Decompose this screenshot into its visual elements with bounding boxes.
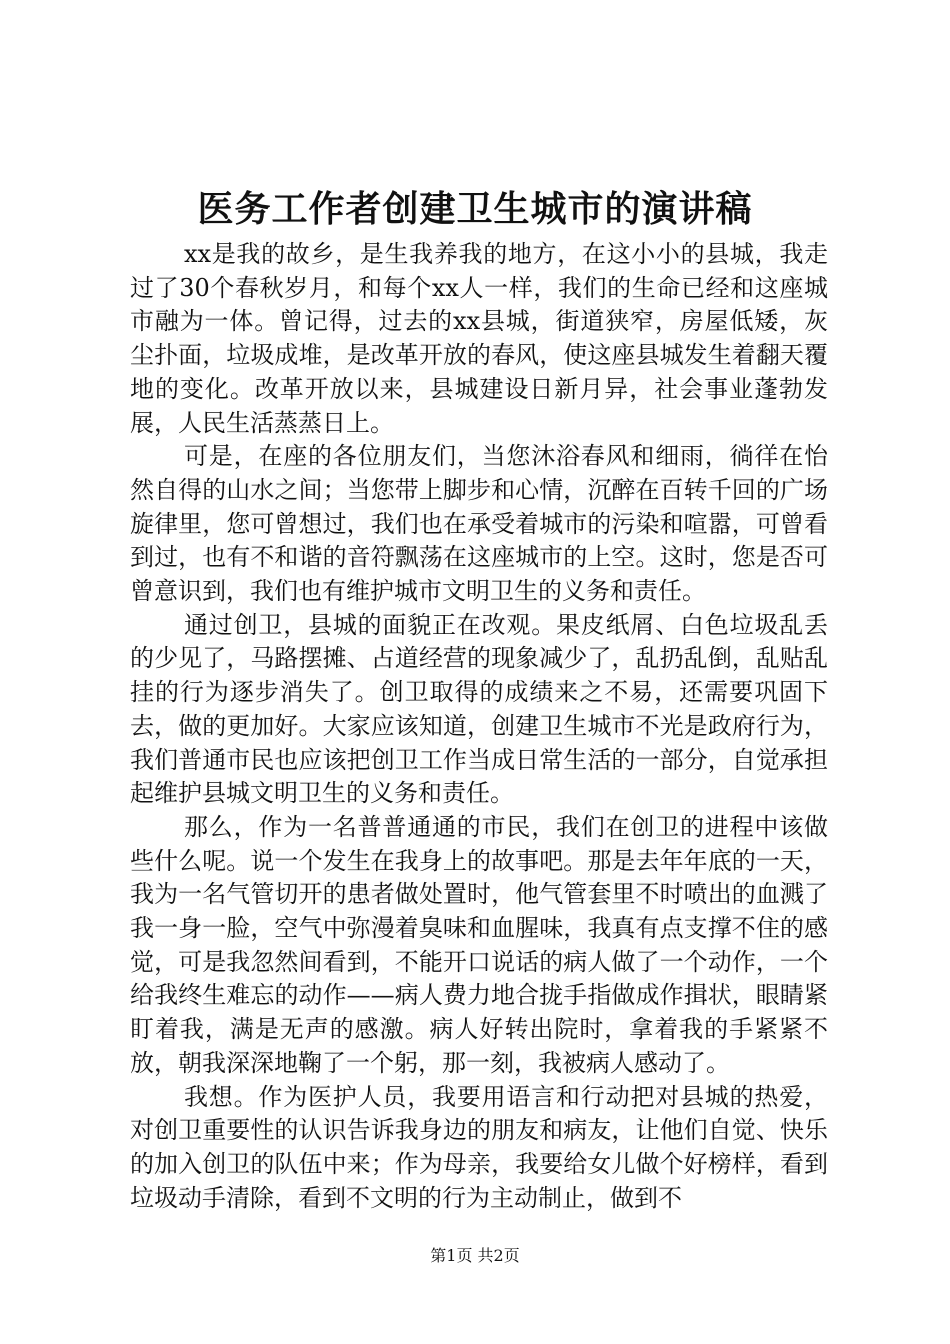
document-body [130, 238, 828, 1215]
paragraph: 那么，作为一名普普通通的市民，我们在创卫的进程中该做些什么呢。说一个发生在我身上的故事吧。那是去年年底的一天，我为一名气管切开的患者做处置时，他气管套里不时喷出的血溅了我一身一脸，空气中弥漫着臭味和血腥味，我真有点支撑不住的感觉，可是我忽然间看到，不能开口说话的病人做了一个动作，一个给我终生难忘的动作——病人费力地合拢手指做成作揖状，眼睛紧盯着我，满是无声的感激。病人好转出院时，拿着我的手紧紧不放，朝我深深地鞠了一个躬，那一刻，我被病人感动了。 [130, 812, 828, 1077]
paragraph: 可是，在座的各位朋友们，当您沐浴春风和细雨，徜徉在怡然自得的山水之间；当您带上脚步和心情，沉醉在百转千回的广场旋律里，您可曾想过，我们也在承受着城市的污染和喧嚣，可曾看到过，也有不和谐的音符飘荡在这座城市的上空。这时，您是否可曾意识到，我们也有维护城市文明卫生的义务和责任。 [130, 442, 828, 606]
paragraph: 通过创卫，县城的面貌正在改观。果皮纸屑、白色垃圾乱丢的少见了，马路摆摊、占道经营的现象减少了，乱扔乱倒，乱贴乱挂的行为逐步消失了。创卫取得的成绩来之不易，还需要巩固下去，做的更加好。大家应该知道，创建卫生城市不光是政府行为，我们普通市民也应该把创卫工作当成日常生活的一部分，自觉承担起维护县城文明卫生的义务和责任。 [130, 610, 828, 808]
page-number-footer: 第1页 共2页 [430, 1246, 520, 1265]
paragraph: xx是我的故乡，是生我养我的地方，在这小小的县城，我走过了30个春秋岁月，和每个xx人一样，我们的生命已经和这座城市融为一体。曾记得，过去的xx县城，街道狭窄，房屋低矮，灰尘扑面，垃圾成堆，是改革开放的春风，使这座县城发生着翻天覆地的变化。改革开放以来，县城建设日新月异，社会事业蓬勃发展，人民生活蒸蒸日上。 [130, 240, 828, 437]
document-title: 医务工作者创建卫生城市的演讲稿 [197, 188, 753, 230]
paragraph: 我想。作为医护人员，我要用语言和行动把对县城的热爱，对创卫重要性的认识告诉我身边的朋友和病友，让他们自觉、快乐的加入创卫的队伍中来；作为母亲，我要给女儿做个好榜样，看到垃圾动手清除，看到不文明的行为主动制止，做到不 [130, 1082, 828, 1212]
